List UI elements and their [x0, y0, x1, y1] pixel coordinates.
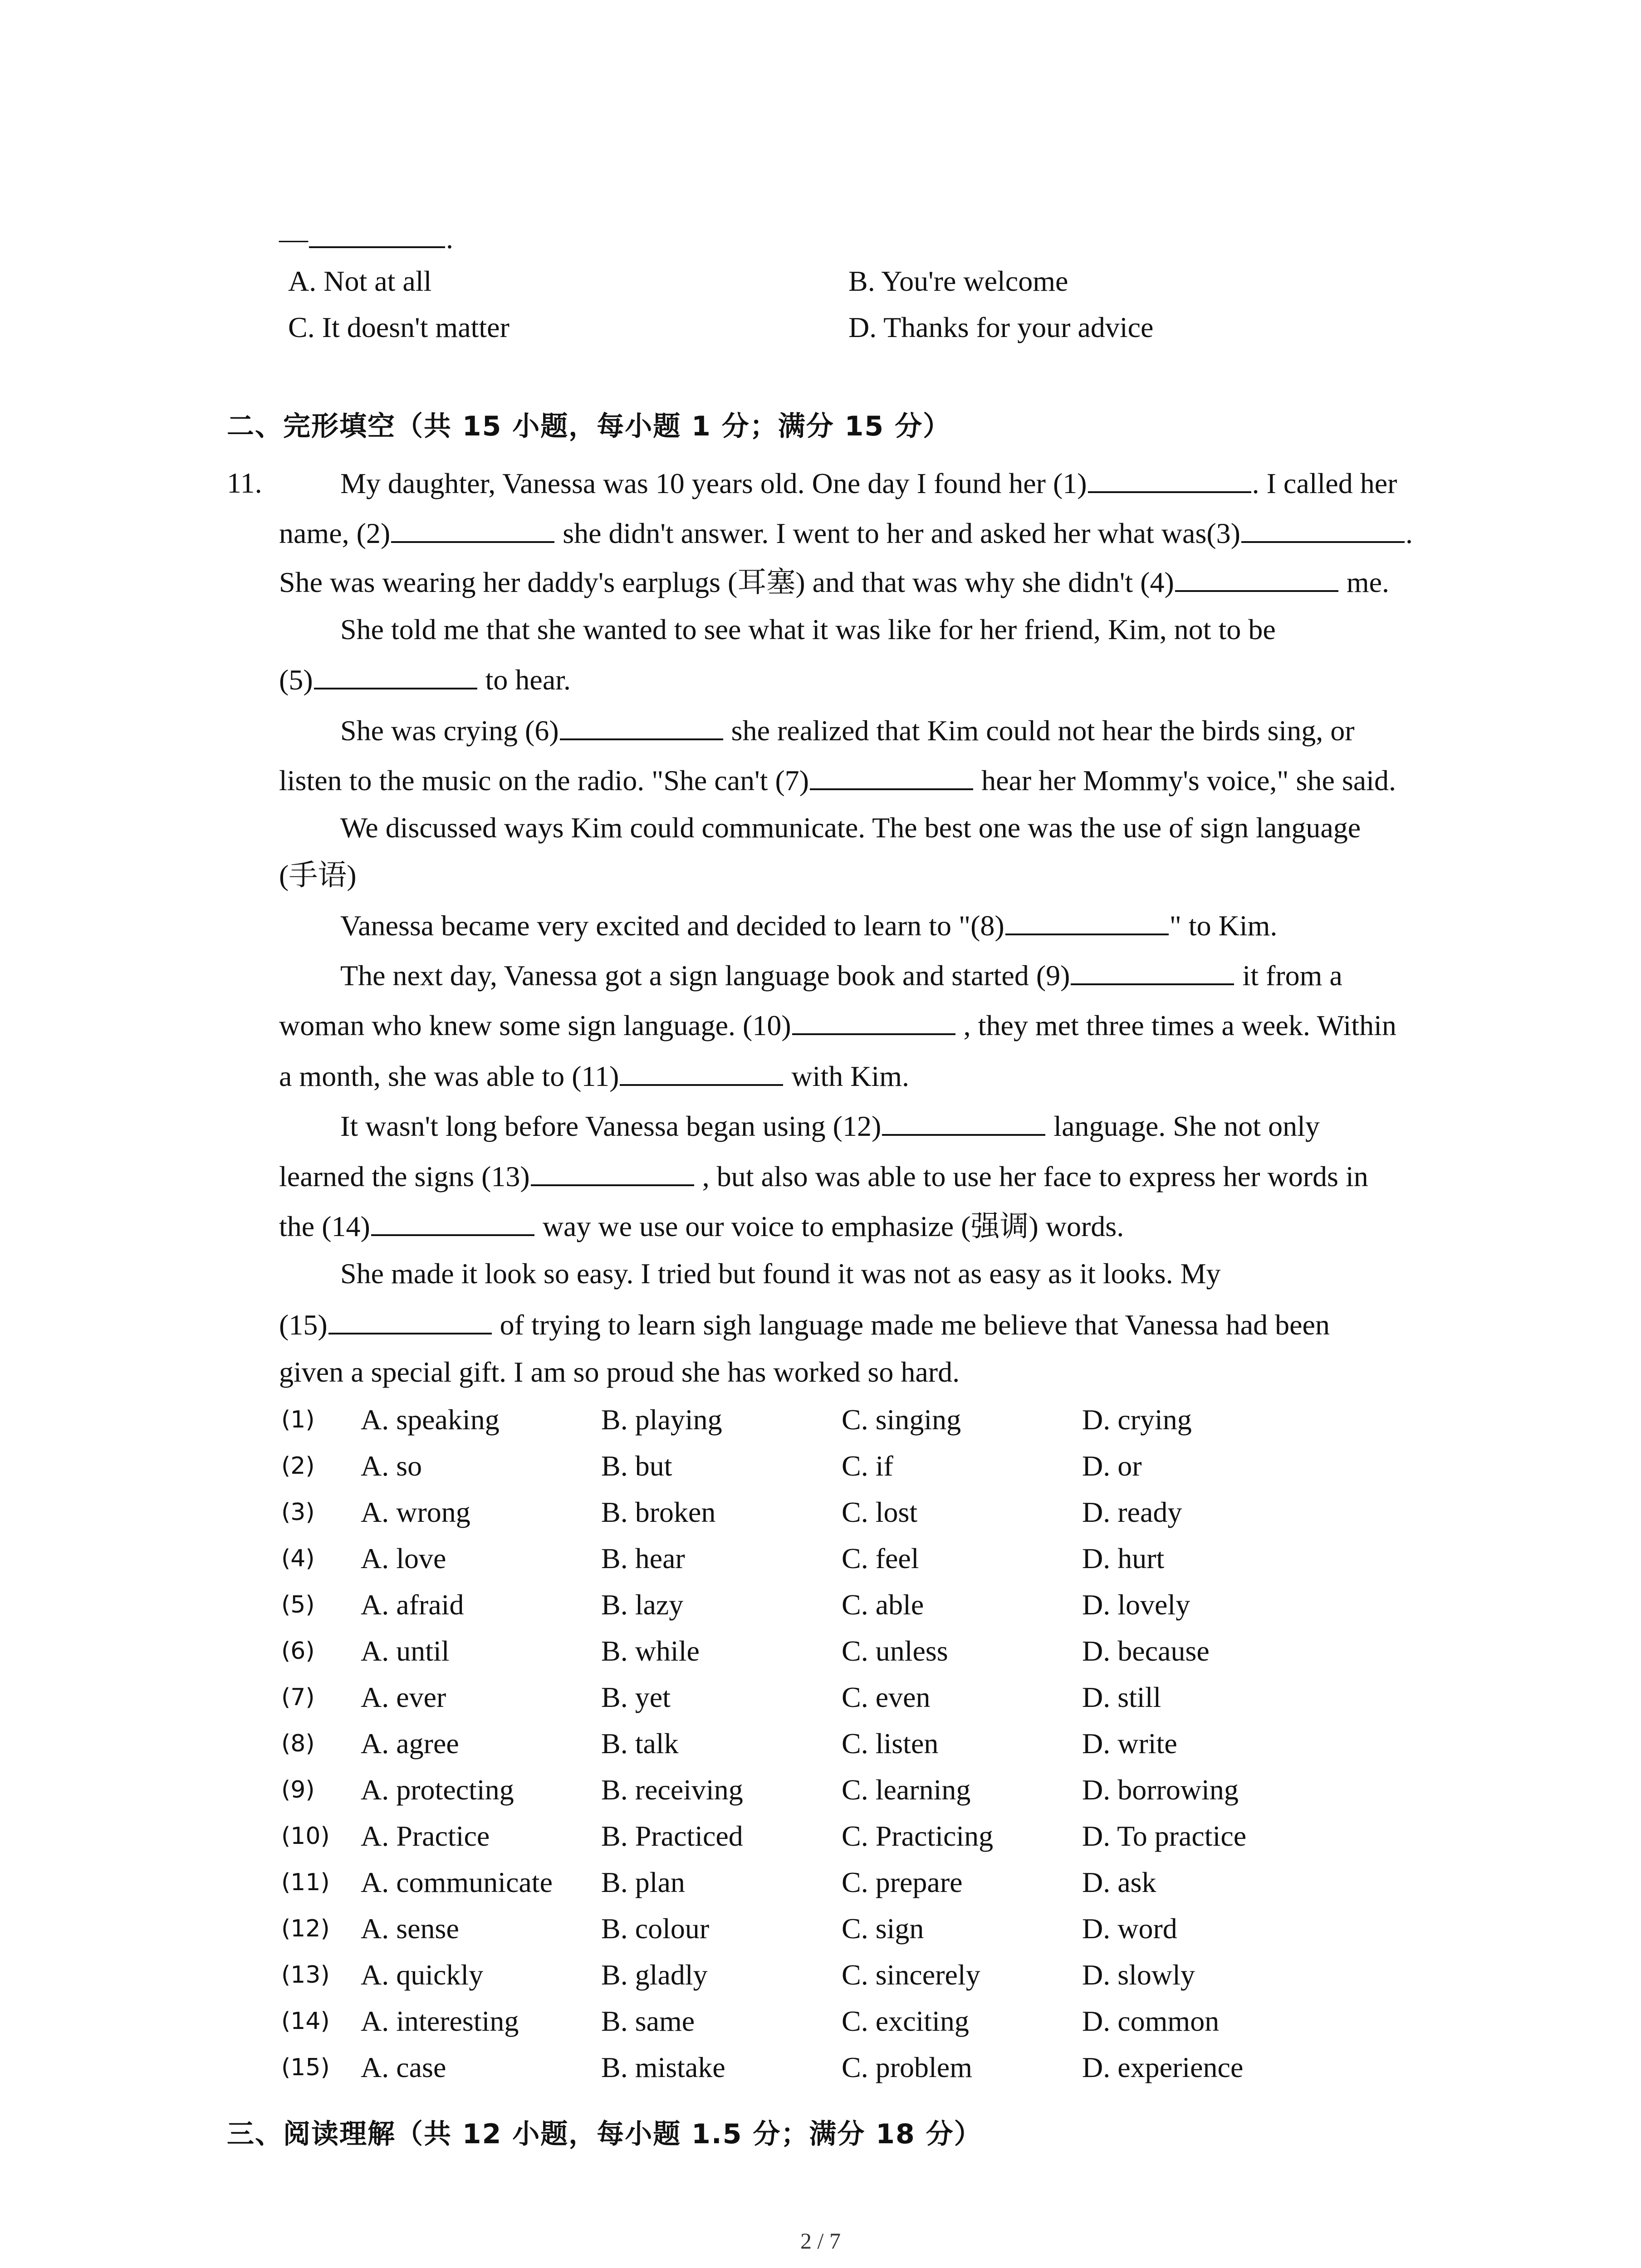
option-a: A. so: [361, 1450, 422, 1482]
option-d: D. experience: [1082, 2051, 1244, 2083]
option-number: (7): [281, 1684, 315, 1711]
option-c: C. Practicing: [842, 1820, 994, 1852]
answer-blank: [371, 1208, 534, 1236]
option-b: B. mistake: [601, 2051, 725, 2083]
q10-option-a: A. Not at all: [288, 265, 432, 297]
option-a: A. Practice: [361, 1820, 490, 1852]
option-d: D. or: [1082, 1450, 1142, 1482]
option-a: A. case: [361, 2051, 446, 2083]
option-b: B. plan: [601, 1866, 685, 1898]
option-a: A. agree: [361, 1727, 459, 1760]
option-number: (3): [281, 1499, 315, 1526]
passage-line: (5) to hear.: [279, 661, 571, 698]
option-b: B. gladly: [601, 1959, 708, 1991]
passage-line: the (14) way we use our voice to emphasize (强调) words.: [279, 1208, 1124, 1245]
option-b: B. colour: [601, 1912, 710, 1945]
answer-blank: [560, 712, 723, 740]
option-number: (4): [281, 1545, 315, 1572]
option-c: C. listen: [842, 1727, 939, 1760]
answer-blank: [531, 1158, 694, 1186]
q10-option-c: C. It doesn't matter: [288, 311, 509, 343]
option-d: D. crying: [1082, 1403, 1192, 1436]
passage-line: a month, she was able to (11) with Kim.: [279, 1058, 909, 1095]
answer-blank: [810, 762, 973, 790]
option-number: (10): [281, 1823, 330, 1850]
answer-blank: [620, 1058, 783, 1086]
option-c: C. problem: [842, 2051, 972, 2083]
option-d: D. slowly: [1082, 1959, 1195, 1991]
option-d: D. ask: [1082, 1866, 1156, 1898]
option-c: C. unless: [842, 1635, 948, 1667]
passage-line: The next day, Vanessa got a sign language book and started (9) it from a: [340, 957, 1342, 994]
option-b: B. same: [601, 2005, 695, 2037]
option-a: A. until: [361, 1635, 450, 1667]
option-c: C. if: [842, 1450, 893, 1482]
option-b: B. Practiced: [601, 1820, 743, 1852]
passage-line: She was crying (6) she realized that Kim could not hear the birds sing, or: [340, 712, 1355, 749]
passage-line: She told me that she wanted to see what it was like for her friend, Kim, not to be: [340, 613, 1276, 645]
option-a: A. ever: [361, 1681, 446, 1713]
option-d: D. write: [1082, 1727, 1177, 1760]
answer-blank: [314, 661, 477, 689]
option-d: D. common: [1082, 2005, 1220, 2037]
question-number: 11.: [227, 467, 262, 499]
option-a: A. protecting: [361, 1774, 514, 1806]
option-a: A. speaking: [361, 1403, 500, 1436]
dash: —: [279, 222, 308, 254]
option-number: (9): [281, 1776, 315, 1804]
answer-blank: [882, 1108, 1045, 1136]
option-b: B. talk: [601, 1727, 679, 1760]
option-b: B. while: [601, 1635, 700, 1667]
answer-blank: [1071, 957, 1234, 985]
q10-answer-blank-line: — .: [279, 220, 453, 257]
option-c: C. able: [842, 1589, 924, 1621]
section-heading-reading: 三、阅读理解（共 12 小题，每小题 1.5 分；满分 18 分）: [227, 2118, 982, 2150]
option-d: D. ready: [1082, 1496, 1182, 1528]
option-number: (6): [281, 1637, 315, 1665]
passage-line: She was wearing her daddy's earplugs (耳塞) and that was why she didn't (4) me.: [279, 564, 1389, 601]
passage-line: name, (2) she didn't answer. I went to her and asked her what was(3) .: [279, 515, 1413, 552]
answer-blank: [1175, 564, 1338, 592]
passage-line: listen to the music on the radio. "She can't (7) hear her Mommy's voice," she said.: [279, 762, 1396, 799]
option-d: D. hurt: [1082, 1542, 1165, 1574]
passage-line: given a special gift. I am so proud she has worked so hard.: [279, 1356, 960, 1388]
option-c: C. sincerely: [842, 1959, 980, 1991]
option-number: (15): [281, 2054, 330, 2081]
passage-line: learned the signs (13) , but also was able to use her face to express her words in: [279, 1158, 1368, 1195]
option-number: (1): [281, 1406, 315, 1433]
answer-blank: [1241, 515, 1405, 543]
option-b: B. but: [601, 1450, 672, 1482]
page-number: 2 / 7: [800, 2228, 841, 2253]
answer-blank: [328, 1306, 492, 1334]
passage-line: woman who knew some sign language. (10) , they met three times a week. Within: [279, 1007, 1396, 1044]
option-c: C. learning: [842, 1774, 971, 1806]
option-number: (5): [281, 1591, 315, 1618]
option-c: C. sign: [842, 1912, 924, 1945]
answer-blank: [1088, 465, 1251, 493]
option-number: (12): [281, 1915, 330, 1942]
option-c: C. prepare: [842, 1866, 963, 1898]
answer-blank: [391, 515, 554, 543]
passage-line: We discussed ways Kim could communicate. The best one was the use of sign language: [340, 811, 1361, 844]
section-heading-cloze: 二、完形填空（共 15 小题，每小题 1 分；满分 15 分）: [227, 411, 951, 442]
option-c: C. even: [842, 1681, 931, 1713]
option-b: B. playing: [601, 1403, 722, 1436]
option-a: A. quickly: [361, 1959, 484, 1991]
option-number: (11): [281, 1869, 330, 1896]
option-b: B. hear: [601, 1542, 685, 1574]
option-c: C. singing: [842, 1403, 961, 1436]
option-d: D. borrowing: [1082, 1774, 1239, 1806]
passage-line: It wasn't long before Vanessa began using (12) language. She not only: [340, 1108, 1320, 1144]
option-a: A. sense: [361, 1912, 459, 1945]
option-c: C. exciting: [842, 2005, 969, 2037]
answer-blank: [792, 1007, 955, 1035]
passage-line: (手语): [279, 859, 357, 891]
q10-option-b: B. You're welcome: [848, 265, 1068, 297]
option-c: C. feel: [842, 1542, 919, 1574]
option-number: (2): [281, 1452, 315, 1480]
passage-line: My daughter, Vanessa was 10 years old. One day I found her (1) . I called her: [340, 465, 1397, 502]
answer-blank: [1005, 907, 1169, 935]
option-a: A. interesting: [361, 2005, 519, 2037]
option-d: D. because: [1082, 1635, 1210, 1667]
option-d: D. To practice: [1082, 1820, 1247, 1852]
option-number: (8): [281, 1730, 315, 1757]
passage-line: (15) of trying to learn sigh language made me believe that Vanessa had been: [279, 1306, 1330, 1343]
option-b: B. lazy: [601, 1589, 684, 1621]
option-b: B. yet: [601, 1681, 671, 1713]
option-a: A. wrong: [361, 1496, 470, 1528]
passage-line: She made it look so easy. I tried but found it was not as easy as it looks. My: [340, 1257, 1221, 1290]
option-b: B. receiving: [601, 1774, 743, 1806]
q10-option-d: D. Thanks for your advice: [848, 311, 1154, 343]
option-number: (14): [281, 2008, 330, 2035]
passage-line: Vanessa became very excited and decided to learn to "(8) " to Kim.: [340, 907, 1277, 944]
option-a: A. communicate: [361, 1866, 553, 1898]
option-number: (13): [281, 1961, 330, 1989]
option-a: A. love: [361, 1542, 446, 1574]
option-b: B. broken: [601, 1496, 716, 1528]
option-a: A. afraid: [361, 1589, 464, 1621]
answer-blank: [309, 220, 445, 248]
option-d: D. word: [1082, 1912, 1177, 1945]
option-d: D. lovely: [1082, 1589, 1190, 1621]
option-d: D. still: [1082, 1681, 1161, 1713]
option-c: C. lost: [842, 1496, 918, 1528]
